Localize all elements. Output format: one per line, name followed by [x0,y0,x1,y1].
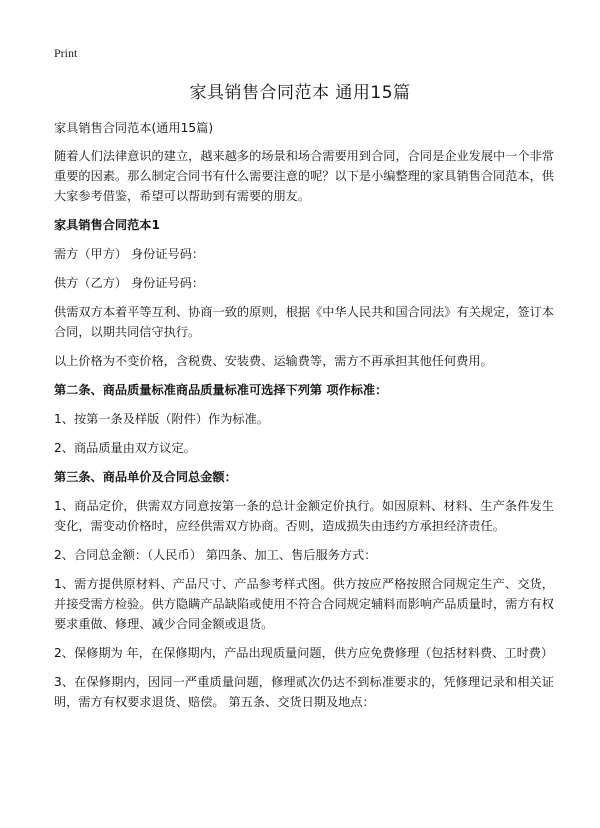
article3-heading: 第三条、商品单价及合同总金额： [54,470,237,484]
price-note: 以上价格为不变价格，含税费、安装费、运输费等，需方不再承担其他任何费用。 [54,354,493,368]
page-title: 家具销售合同范本 通用15篇 [189,83,411,103]
article2-heading: 第二条、商品质量标准商品质量标准可选择下列第 项作标准： [54,383,388,397]
document-body [54,118,554,721]
print-label: Print [54,46,78,60]
article4-item: 2、保修期为 年，在保修期内，产品出现质量问题，供方应免费修理（包括材料费、工时费） [54,646,554,660]
article3-item: 1、商品定价，供需双方同意按第一条的总计金额定价执行。如因原料、材料、生产条件发生变化，需变动价格时，应经供需双方协商。否则，造成损失由违约方承担经济责任。 [54,499,554,533]
buyer-line: 需方（甲方） 身份证号码： [54,247,205,261]
seller-line: 供方（乙方） 身份证号码： [54,276,205,290]
article4-item: 1、需方提供原材料、产品尺寸、产品参考样式图。供方按应严格按照合同规定生产、交货，并接受需方检验。供方隐瞒产品缺陷或使用不符合合同规定辅料而影响产品质量时，需方有权要求重做、修理、减少合同金额或退货。 [54,577,554,631]
article2-item: 1、按第一条及样版（附件）作为标准。 [54,412,269,426]
intro-paragraph: 随着人们法律意识的建立，越来越多的场景和场合需要用到合同，合同是企业发展中一个非常重要的因素。那么制定合同书有什么需要注意的呢？以下是小编整理的家具销售合同范本，供大家参考借鉴，希望可以帮助到有需要的朋友。 [54,149,554,203]
section-heading: 家具销售合同范本1 [54,218,160,232]
article3-item: 2、合同总金额：（人民币） 第四条、加工、售后服务方式： [54,548,377,562]
principle-paragraph: 供需双方本着平等互利、协商一致的原则，根据《中华人民共和国合同法》有关规定，签订本合同，以期共同信守执行。 [54,305,554,339]
article2-item: 2、商品质量由双方议定。 [54,441,196,455]
document-subtitle: 家具销售合同范本(通用15篇) [54,121,214,135]
article4-item: 3、在保修期内，因同一严重质量问题，修理贰次仍达不到标准要求的，凭修理记录和相关证明，需方有权要求退货、赔偿。 第五条、交货日期及地点： [54,675,554,709]
